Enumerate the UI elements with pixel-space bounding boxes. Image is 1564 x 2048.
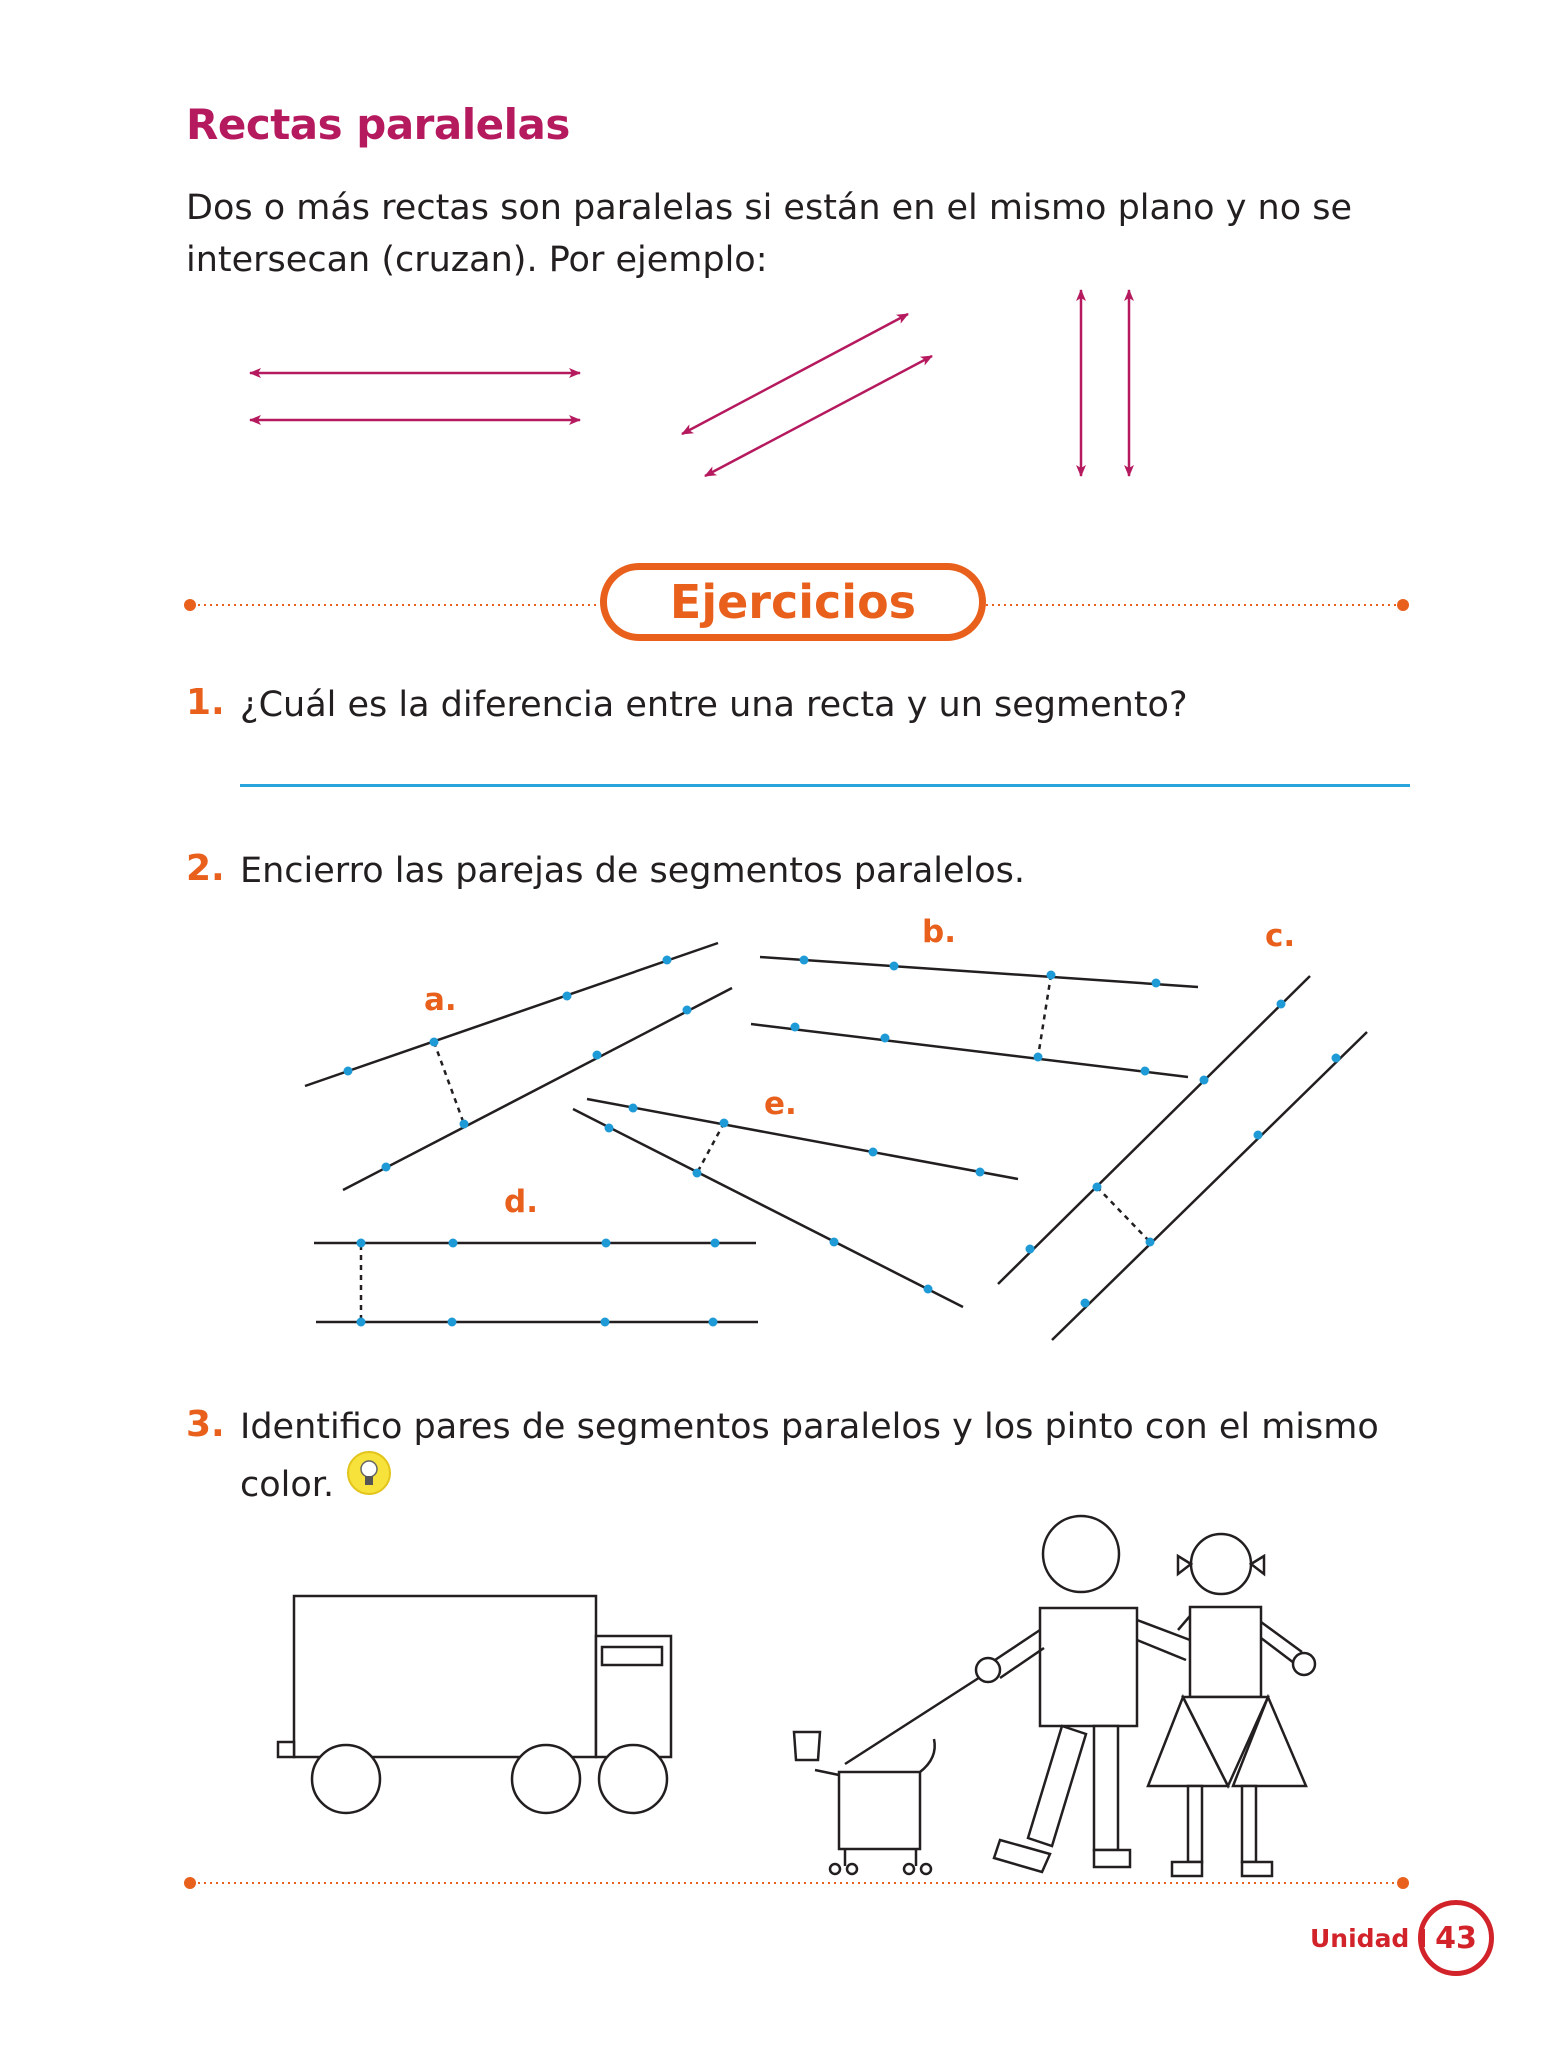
question-2-text: Encierro las parejas de segmentos paralelos.	[240, 851, 1026, 891]
question-2-number: 2.	[186, 848, 225, 889]
question-1-text: ¿Cuál es la diferencia entre una recta y un segmento?	[240, 685, 1188, 725]
segment-label-c: c.	[1265, 918, 1296, 954]
segment-label-e: e.	[764, 1086, 797, 1122]
question-3-text-line2: color.	[240, 1465, 335, 1505]
segment-label-a: a.	[424, 982, 457, 1018]
exercises-badge: Ejercicios	[600, 563, 986, 641]
girl-drawing	[1148, 1534, 1315, 1876]
segment-pair-b	[751, 957, 1198, 1077]
diagonal-line-2	[705, 356, 932, 476]
question-3-number: 3.	[186, 1404, 225, 1445]
answer-line[interactable]	[240, 784, 1410, 787]
segment-pair-a	[305, 943, 732, 1190]
segment-label-b: b.	[922, 914, 956, 950]
lightbulb-icon	[346, 1450, 392, 1496]
page-number: 43	[1418, 1900, 1494, 1976]
separator-bottom	[184, 1877, 1409, 1889]
segment-points	[344, 956, 1341, 1327]
man-drawing	[976, 1516, 1190, 1872]
unit-label: Unidad I	[1310, 1924, 1428, 1953]
parallel-examples	[250, 290, 1129, 476]
question-3-text-line1: Identifico pares de segmentos paralelos y los pinto con el mismo	[240, 1407, 1379, 1447]
segment-pair-c	[998, 976, 1367, 1340]
section-title: Rectas paralelas	[186, 100, 570, 149]
segment-pair-d	[314, 1243, 758, 1322]
question-1-number: 1.	[186, 682, 225, 723]
dog-drawing	[794, 1672, 988, 1874]
segment-pair-e	[573, 1099, 1018, 1307]
intro-paragraph: Dos o más rectas son paralelas si están en el mismo plano y no se intersecan (cruzan). Por ejemplo:	[186, 188, 1353, 280]
diagonal-line-1	[682, 314, 908, 434]
truck-drawing	[278, 1596, 671, 1813]
segment-label-d: d.	[504, 1184, 538, 1220]
